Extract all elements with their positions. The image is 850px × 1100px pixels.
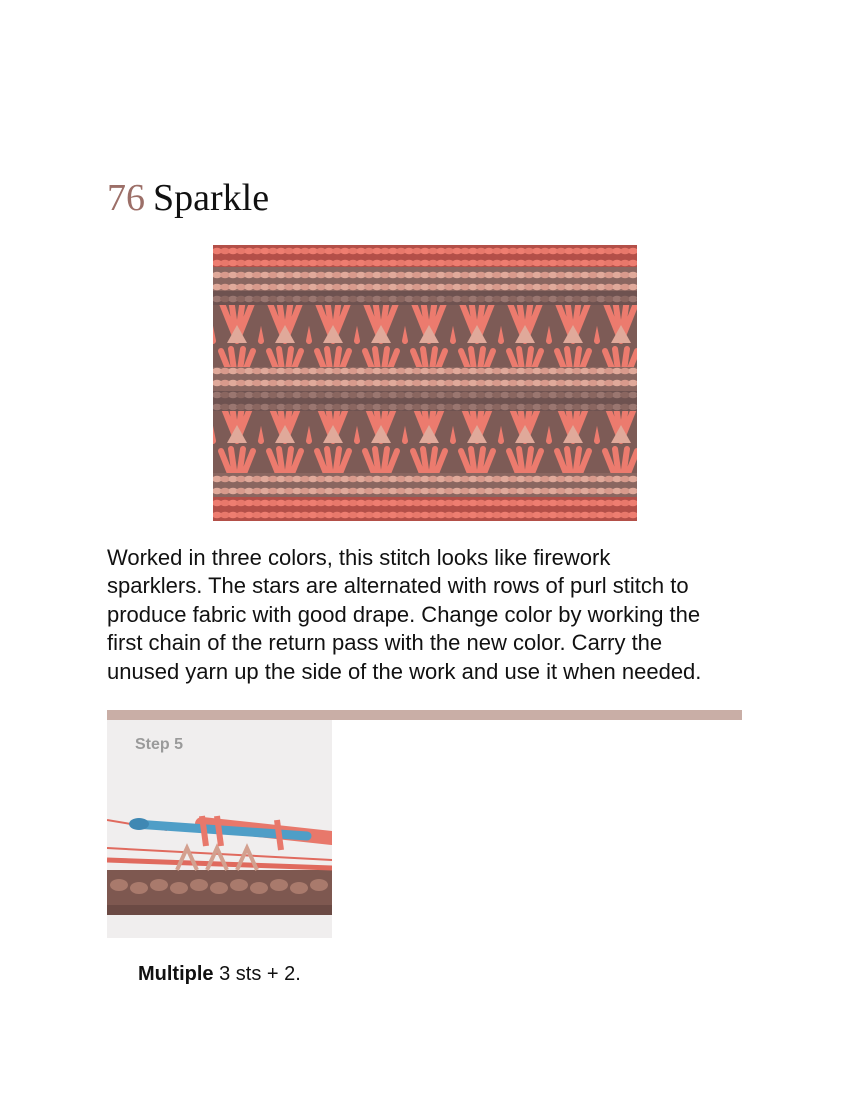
multiple-label: Multiple <box>138 963 214 985</box>
section-divider <box>107 710 742 720</box>
step-label: Step 5 <box>135 736 184 753</box>
pattern-description <box>107 544 747 686</box>
pattern-name: Sparkle <box>153 177 270 219</box>
multiple-note <box>138 961 301 987</box>
stitch-swatch-image <box>213 245 637 521</box>
description-line: first chain of the return pass with the new color. Carry the <box>107 630 663 656</box>
swatch-graphic <box>213 245 637 521</box>
description-line: sparklers. The stars are alternated with rows of purl stitch to <box>107 573 689 599</box>
crochet-hook-photo <box>107 720 332 938</box>
pattern-number: 76 <box>107 177 145 219</box>
multiple-value: 3 sts + 2. <box>213 963 301 985</box>
description-line: unused yarn up the side of the work and use it when needed. <box>107 658 702 684</box>
step-photo <box>107 720 332 938</box>
page-title <box>107 176 269 220</box>
description-line: produce fabric with good drape. Change color by working the <box>107 601 701 627</box>
description-line: Worked in three colors, this stitch looks like firework <box>107 545 611 570</box>
